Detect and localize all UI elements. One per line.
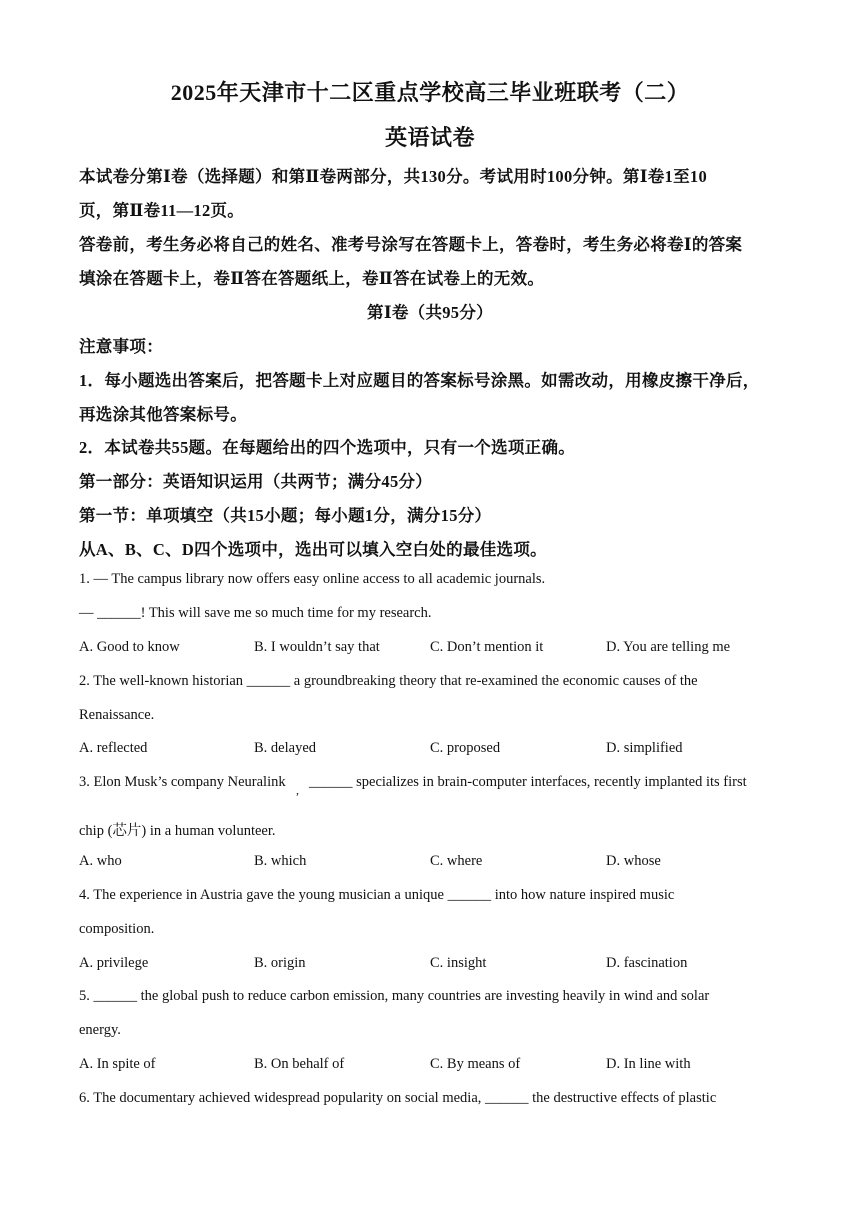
part-1-heading: 第一部分：英语知识运用（共两节；满分45分） [79, 472, 433, 491]
question-4-option-b: B. origin [254, 955, 306, 971]
question-5-option-a: A. In spite of [79, 1056, 156, 1072]
question-3-stem-cont: chip (芯片) in a human volunteer. [79, 823, 276, 839]
question-3-option-d: D. whose [606, 853, 661, 869]
question-5-stem: 5. ______ the global push to reduce carbon emission, many countries are investing heavily in wind and solar [79, 988, 710, 1004]
note-1-line-2: 再选涂其他答案标号。 [79, 405, 247, 424]
question-1-stem: 1. — The campus library now offers easy online access to all academic journals. [79, 571, 546, 587]
question-3-option-c: C. where [430, 853, 483, 869]
note-1-line-1: 1．每小题选出答案后，把答题卡上对应题目的答案标号涂黑。如需改动，用橡皮擦干净后， [79, 371, 760, 390]
question-3-stem-start: 3. Elon Musk’s company Neuralink [79, 774, 286, 790]
note-2: 2．本试卷共55题。在每题给出的四个选项中，只有一个选项正确。 [79, 438, 576, 457]
exam-title: 2025年天津市十二区重点学校高三毕业班联考（二） [170, 80, 690, 105]
question-2-option-b: B. delayed [254, 740, 317, 756]
question-5-option-d: D. In line with [606, 1056, 691, 1072]
section-1-heading: 第一节：单项填空（共15小题；每小题1分，满分15分） [79, 506, 492, 525]
intro-line-4: 填涂在答题卡上，卷Ⅱ答在答题纸上，卷Ⅱ答在试卷上的无效。 [79, 269, 545, 288]
volume-heading: 第Ⅰ卷（共95分） [367, 303, 493, 322]
intro-line-2: 页，第Ⅱ卷11—12页。 [79, 201, 245, 220]
intro-line-1: 本试卷分第Ⅰ卷（选择题）和第Ⅱ卷两部分，共130分。考试用时100分钟。第Ⅰ卷1至10 [79, 167, 707, 186]
question-4-option-d: D. fascination [606, 955, 688, 971]
question-3-comma: , [296, 783, 299, 797]
question-1-response: — ______! This will save me so much time for my research. [79, 605, 432, 621]
question-1-option-c: C. Don’t mention it [430, 639, 544, 655]
question-1-option-a: A. Good to know [79, 639, 180, 655]
question-5-stem-cont: energy. [79, 1022, 121, 1038]
notes-heading: 注意事项： [79, 337, 163, 356]
question-4-option-a: A. privilege [79, 955, 149, 971]
question-5-option-c: C. By means of [430, 1056, 521, 1072]
exam-subtitle: 英语试卷 [384, 125, 475, 150]
question-4-stem: 4. The experience in Austria gave the young musician a unique ______ into how nature inspired music [79, 887, 675, 903]
question-2-option-c: C. proposed [430, 740, 501, 756]
instruction: 从A、B、C、D四个选项中，选出可以填入空白处的最佳选项。 [79, 540, 547, 559]
question-1-option-d: D. You are telling me [606, 639, 731, 655]
question-4-option-c: C. insight [430, 955, 487, 971]
question-4-stem-cont: composition. [79, 921, 155, 937]
question-2-option-d: D. simplified [606, 740, 683, 756]
question-6-stem: 6. The documentary achieved widespread popularity on social media, ______ the destructive effects of plastic [79, 1090, 717, 1106]
question-2-stem: 2. The well-known historian ______ a groundbreaking theory that re-examined the economic causes of the [79, 673, 698, 689]
question-2-option-a: A. reflected [79, 740, 148, 756]
question-3-option-a: A. who [79, 853, 122, 869]
question-5-option-b: B. On behalf of [254, 1056, 345, 1072]
intro-line-3: 答卷前，考生务必将自己的姓名、准考号涂写在答题卡上，答卷时，考生务必将卷Ⅰ的答案 [79, 235, 743, 254]
question-2-stem-cont: Renaissance. [79, 707, 155, 723]
question-1-option-b: B. I wouldn’t say that [254, 639, 380, 655]
question-3-option-b: B. which [254, 853, 307, 869]
question-3-stem-end: ______ specializes in brain-computer interfaces, recently implanted its first [309, 774, 747, 790]
